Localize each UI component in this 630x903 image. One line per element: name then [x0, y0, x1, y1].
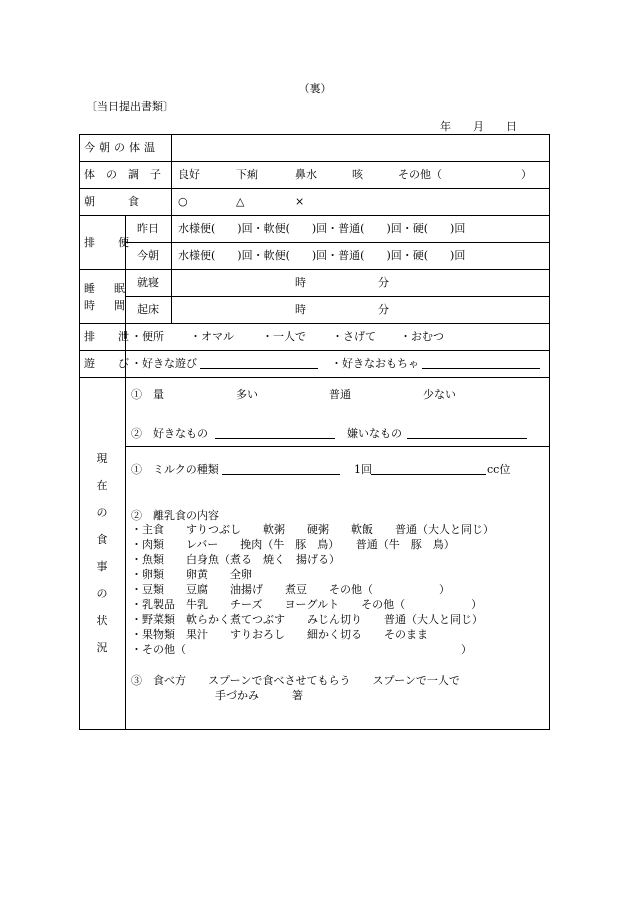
weaning-line[interactable]: ・卵類 卵黄 全卵 — [131, 568, 252, 581]
weaning-line[interactable]: ・果物類 果汁 すりおろし 細かく切る そのまま — [131, 628, 428, 641]
sleep-label-top: 睡 眠 — [84, 282, 129, 295]
breakfast-option[interactable]: × — [295, 195, 305, 208]
weaning-line[interactable]: ・その他（ ） — [131, 643, 472, 656]
page-side-mark: （裏） — [298, 82, 332, 95]
excretion-option[interactable]: ・さげて — [332, 330, 376, 343]
excretion-option[interactable]: ・便所 — [131, 330, 164, 343]
bowel-label: 排 便 — [84, 236, 135, 249]
favorite-play-field[interactable] — [200, 358, 318, 371]
date-field[interactable]: 年 月 日 — [440, 120, 517, 133]
column-divider — [171, 215, 172, 323]
sub-row-divider — [125, 242, 550, 243]
wakeup-label: 起床 — [137, 303, 159, 316]
bedtime-label: 就寝 — [137, 276, 159, 289]
amount-option[interactable]: 普通 — [329, 388, 351, 401]
sub-row-divider — [125, 446, 550, 447]
temperature-label: 今朝の体温 — [84, 141, 159, 154]
eating-method-line[interactable]: ③ 食べ方 スプーンで食べさせてもらう スプーンで一人で — [131, 674, 460, 687]
wakeup-hour[interactable]: 時 — [295, 303, 306, 316]
favorite-toy-label: ・好きなおもちゃ — [331, 357, 419, 370]
excretion-option[interactable]: ・一人で — [262, 330, 306, 343]
eating-method-line[interactable]: 手づかみ 箸 — [215, 689, 303, 702]
weaning-line[interactable]: ・魚類 白身魚（煮る 焼く 揚げる） — [131, 553, 340, 566]
bedtime-minute[interactable]: 分 — [378, 276, 389, 289]
bedtime-hour[interactable]: 時 — [295, 276, 306, 289]
bowel-today-counts[interactable]: 水様便( )回・軟便( )回・普通( )回・硬( )回 — [178, 249, 466, 262]
milk-amount-field[interactable] — [371, 464, 486, 477]
breakfast-option[interactable]: ○ — [178, 195, 188, 208]
condition-option[interactable]: 良好 — [178, 168, 200, 181]
milk-type-label: ① ミルクの種類 — [131, 463, 219, 476]
excretion-option[interactable]: ・オマル — [190, 330, 234, 343]
row-divider — [79, 269, 550, 270]
dislikes-label: 嫌いなもの — [347, 427, 402, 440]
row-divider — [79, 323, 550, 324]
weaning-line[interactable]: ・豆類 豆腐 油揚げ 煮豆 その他（ ） — [131, 583, 450, 596]
condition-option[interactable]: 咳 — [352, 168, 363, 181]
likes-field[interactable] — [215, 428, 335, 441]
bowel-today-label: 今朝 — [137, 249, 159, 262]
excretion-option[interactable]: ・おむつ — [400, 330, 444, 343]
sleep-label-bottom: 時 間 — [84, 299, 129, 312]
dislikes-field[interactable] — [407, 428, 527, 441]
weaning-line[interactable]: ・野菜類 軟らかく煮てつぶす みじん切り 普通（大人と同じ） — [131, 613, 483, 626]
condition-other-close: ） — [521, 168, 532, 181]
wakeup-minute[interactable]: 分 — [378, 303, 389, 316]
meal-status-label: 現 在 の 食 事 の 状 況 — [96, 452, 108, 654]
bowel-yesterday-counts[interactable]: 水様便( )回・軟便( )回・普通( )回・硬( )回 — [178, 222, 466, 235]
row-divider — [79, 161, 550, 162]
column-divider — [125, 323, 126, 730]
row-divider — [79, 215, 550, 216]
condition-option-other[interactable]: その他（ — [398, 168, 442, 181]
amount-option[interactable]: 少ない — [423, 388, 456, 401]
temperature-field[interactable] — [172, 135, 549, 161]
breakfast-label: 朝 食 — [84, 195, 139, 208]
document-label: 〔当日提出書類〕 — [86, 100, 174, 113]
bowel-yesterday-label: 昨日 — [137, 222, 159, 235]
play-label: 遊 び — [84, 357, 135, 370]
milk-unit: cc位 — [487, 463, 511, 476]
favorite-toy-field[interactable] — [422, 358, 540, 371]
condition-option[interactable]: 鼻水 — [295, 168, 317, 181]
weaning-title: ② 離乳食の内容 — [131, 509, 219, 522]
excretion-label: 排 泄 — [84, 330, 135, 343]
amount-option[interactable]: 多い — [236, 388, 258, 401]
milk-per-label: 1回 — [354, 463, 372, 476]
weaning-line[interactable]: ・乳製品 牛乳 チーズ ヨーグルト その他（ ） — [131, 598, 483, 611]
weaning-line[interactable]: ・主食 すりつぶし 軟粥 硬粥 軟飯 普通（大人と同じ） — [131, 523, 494, 536]
condition-label: 体の調子 — [84, 168, 172, 181]
favorite-play-label: ・好きな遊び — [131, 357, 197, 370]
weaning-line[interactable]: ・肉類 レバー 挽肉（牛 豚 鳥） 普通（牛 豚 鳥） — [131, 538, 455, 551]
row-divider — [79, 377, 550, 378]
sub-row-divider — [125, 296, 550, 297]
likes-label: ② 好きなもの — [131, 427, 208, 440]
row-divider — [79, 188, 550, 189]
milk-type-field[interactable] — [222, 464, 340, 477]
amount-label: ① 量 — [131, 388, 164, 401]
row-divider — [79, 350, 550, 351]
condition-option[interactable]: 下痢 — [236, 168, 258, 181]
breakfast-option[interactable]: △ — [236, 195, 245, 208]
